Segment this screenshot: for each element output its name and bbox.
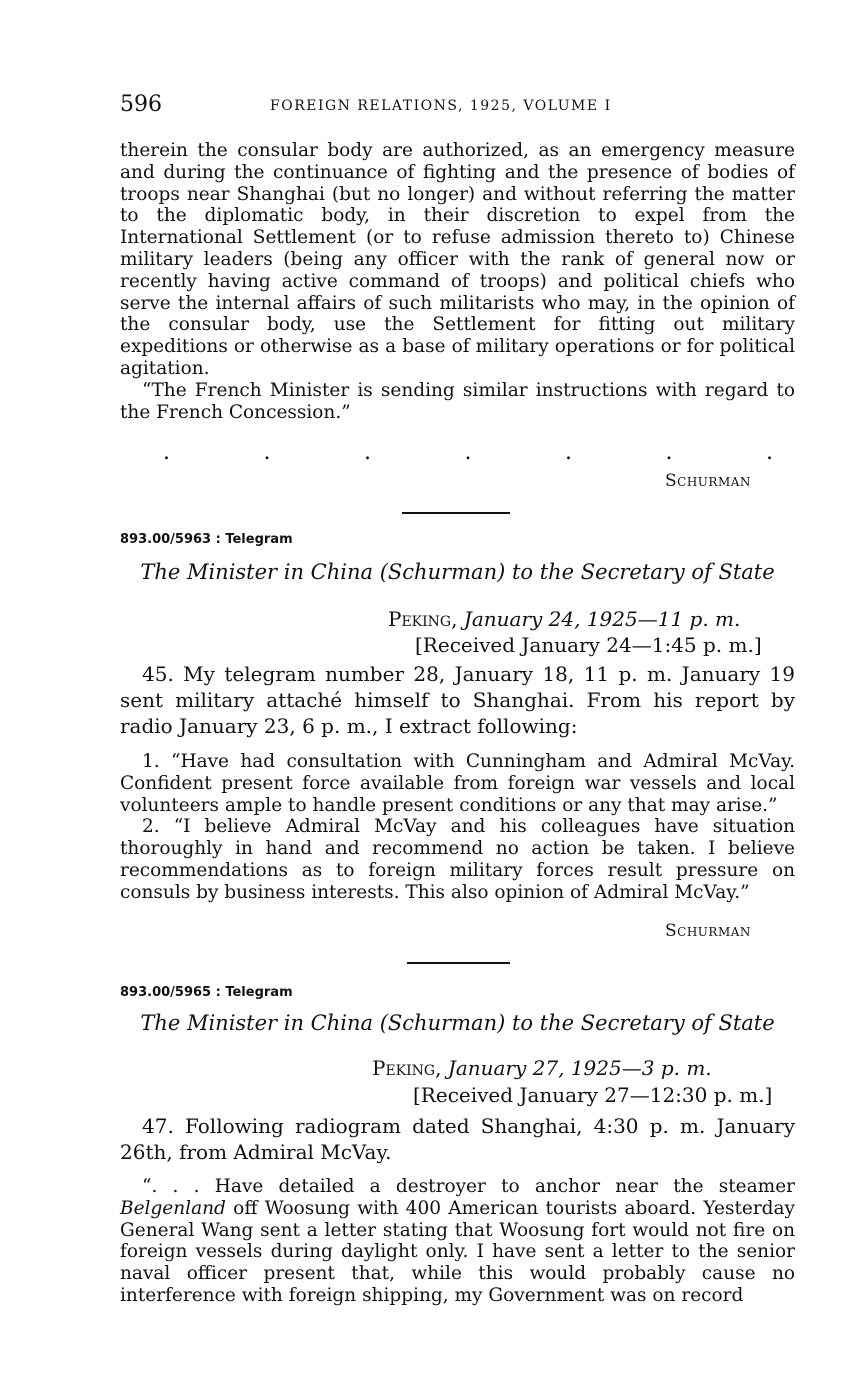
ellipsis-dot: . [464,440,472,465]
dateline [372,1056,712,1080]
dateline-date: January 27, 1925—3 p. m. [447,1056,712,1080]
ship-name: Belgenland [120,1197,226,1219]
received-line: [Received January 27—12:30 p. m.] [413,1083,773,1107]
ellipsis-dot: . [766,440,773,465]
paragraph: therein the consular body are authorized, as an emergency measure and during the continuance of fighting and the presence of bodies of troops near Shanghai (but no longer) and without referring the matter to the diplomatic body, in their discretion to expel from the International Settlement (or to refuse admission thereto to) Chinese military leaders (being any officer with the rank of general now or recently having active command of troops) and political chiefs who serve the internal affairs of such militarists who may, in the opinion of the consular body, use the Settlement for fitting out military expeditions or otherwise as a base of military operations or for political agitation. [120,140,795,379]
paragraph: “The French Minister is sending similar instructions with regard to the French Concession.” [120,379,795,423]
telegram-quote [120,1176,795,1307]
paragraph: 45. My telegram number 28, January 18, 11 p. m. January 19 sent military attaché himself to Shanghai. From his report by radio January 23, 6 p. m., I extract following: [120,662,795,738]
ellipsis-dot: . [665,440,673,465]
page-number: 596 [120,92,162,117]
ellipsis-dot: . [263,440,271,465]
quote-text: off Woosung with 400 American tourists aboard. Yesterday General Wang sent a letter stating that Woosung fort would not fire on foreign vessels during daylight only. I have sent a letter to the senior naval officer present that, while this would probably cause no interference with foreign shipping, my Government was on record [120,1197,795,1306]
ellipsis-row [163,440,773,465]
document-title: The Minister in China (Schurman) to the Secretary of State [140,560,775,584]
quoted-paragraph [120,1176,795,1307]
continued-text [120,140,795,423]
ellipsis-dot: . [565,440,572,465]
quoted-item: 1. “Have had consultation with Cunningham and Admiral McVay. Confident present force available from foreign war vessels and local volunteers ample to handle present conditions or any that may arise.” [120,751,795,816]
telegram-body [120,661,795,739]
dateline-place: Peking, [388,607,458,631]
signature: Schurman [665,471,751,491]
dateline [388,607,740,631]
telegram-body [120,1113,795,1165]
paragraph: 47. Following radiogram dated Shanghai, 4:30 p. m. January 26th, from Admiral McVay. [120,1114,795,1164]
dateline-date: January 24, 1925—11 p. m. [463,607,741,631]
section-divider [402,512,510,514]
telegram-quotes [120,751,795,904]
section-divider [407,962,510,964]
ellipsis-dot: . [364,440,371,465]
dateline-place: Peking, [372,1056,442,1080]
document-title: The Minister in China (Schurman) to the Secretary of State [140,1011,775,1035]
file-number: 893.00/5963 : Telegram [120,532,293,547]
received-line: [Received January 24—1:45 p. m.] [415,633,762,657]
quoted-item: 2. “I believe Admiral McVay and his colleagues have situation thoroughly in hand and recommend no action be taken. I believe recommendations as to foreign military forces result pressure on consuls by business interests. This also opinion of Admiral McVay.” [120,816,795,903]
signature: Schurman [665,921,751,941]
file-number: 893.00/5965 : Telegram [120,985,293,1000]
ellipsis-dot: . [163,440,170,465]
quote-text: “. . . Have detailed a destroyer to anchor near the steamer [142,1176,795,1197]
running-title: FOREIGN RELATIONS, 1925, VOLUME I [270,98,612,114]
